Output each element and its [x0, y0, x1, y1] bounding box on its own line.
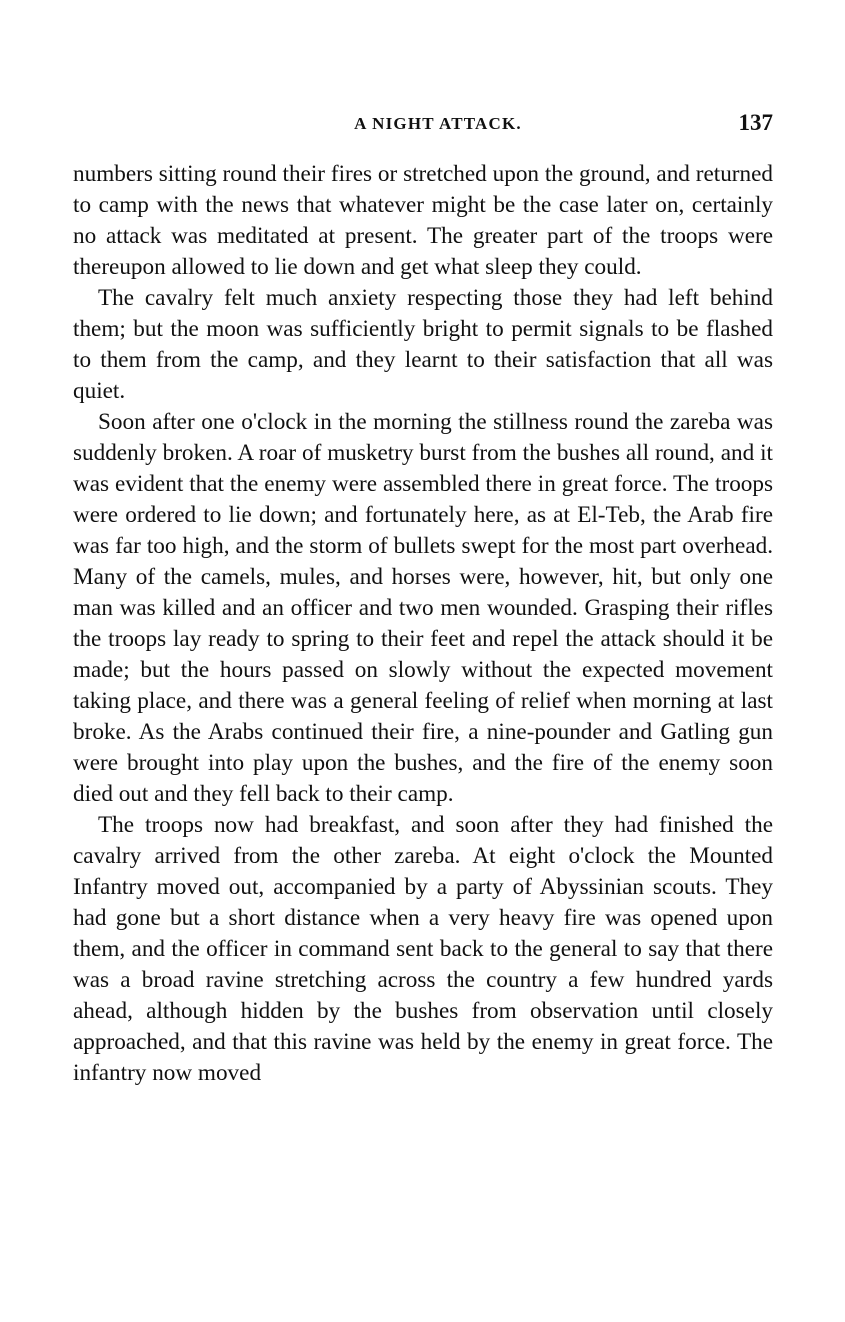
running-header — [73, 108, 773, 142]
paragraph-4: The troops now had breakfast, and soon after they had finished the cavalry arrived from the other zareba. At eight o'clock the Mounted Infantry moved out, accompanied by a party of Abyssinian scouts. They had gone but a short distance when a very heavy fire was opened upon them, and the officer in command sent back to the general to say that there was a broad ravine stretching across the country a few hundred yards ahead, although hidden by the bushes from observation until closely approached, and that this ravine was held by the enemy in great force. The infantry now moved — [73, 812, 773, 1086]
paragraph-3: Soon after one o'clock in the morning the stillness round the zareba was suddenly broken. A roar of musketry burst from the bushes all round, and it was evident that the enemy were assembled there in great force. The troops were ordered to lie down; and fortunately here, as at El-Teb, the Arab fire was far too high, and the storm of bullets swept for the most part overhead. Many of the camels, mules, and horses were, however, hit, but only one man was killed and an officer and two men wounded. Grasping their rifles the troops lay ready to spring to their feet and repel the attack should it be made; but the hours passed on slowly without the expected movement taking place, and there was a general feeling of relief when morning at last broke. As the Arabs continued their fire, a nine-pounder and Gatling gun were brought into play upon the bushes, and the fire of the enemy soon died out and they fell back to their camp. — [73, 409, 773, 807]
body-text — [73, 159, 773, 1089]
page-number: 137 — [738, 110, 773, 135]
paragraph-2: The cavalry felt much anxiety respecting those they had left behind them; but the moon was sufficiently bright to permit signals to be flashed to them from the camp, and they learnt to their satisfaction that all was quiet. — [73, 285, 773, 404]
paragraph-1: numbers sitting round their fires or stretched upon the ground, and returned to camp with the news that whatever might be the case later on, certainly no attack was meditated at present. The greater part of the troops were thereupon allowed to lie down and get what sleep they could. — [73, 161, 773, 280]
chapter-running-title: A NIGHT ATTACK. — [354, 114, 522, 133]
